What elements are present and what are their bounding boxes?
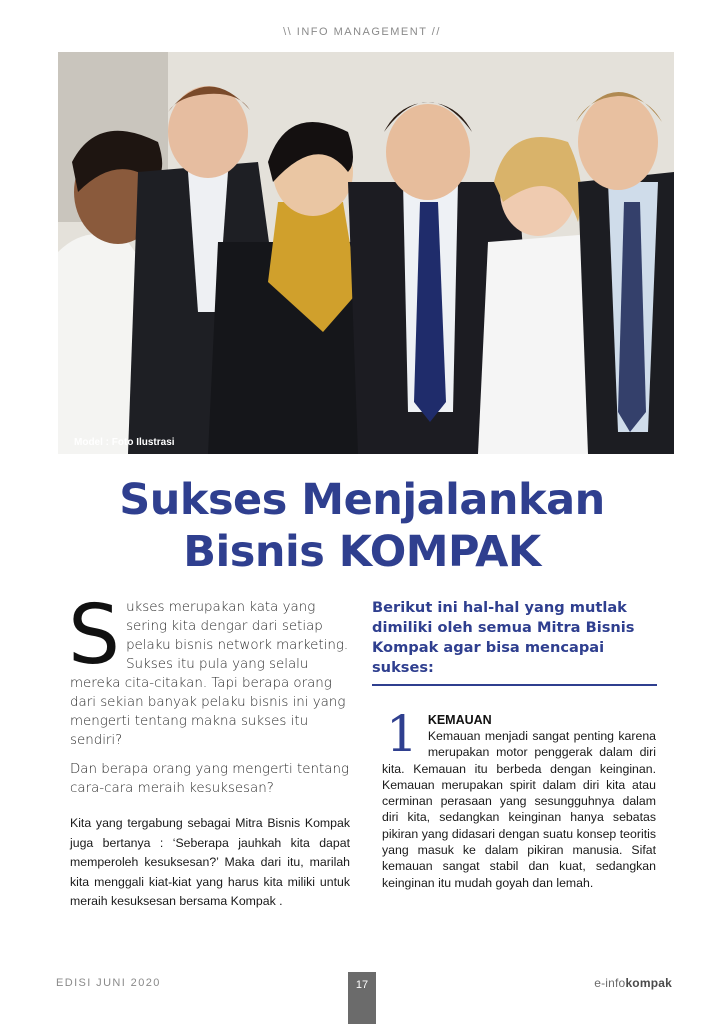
list-item-kemauan [382, 705, 656, 891]
item-title: KEMAUAN [427, 713, 492, 727]
article-title [0, 474, 724, 578]
right-column-intro [372, 598, 657, 686]
item-number: 1 [386, 705, 418, 763]
page-number: 17 [348, 972, 376, 1024]
intro-heading: Berikut ini hal-hal yang mutlak dimiliki oleh semua Mitra Bisnis Kompak agar bisa mencapai sukses: [372, 599, 635, 676]
section-label: \\ INFO MANAGEMENT // [283, 26, 441, 38]
intro-divider [372, 684, 657, 686]
drop-cap: S [68, 588, 121, 683]
body-paragraph-left: Kita yang tergabung sebagai Mitra Bisnis Kompak juga bertanya : ‘Seberapa jauhkah kita dapat memperoleh kesuksesan?’ Maka dari itu, marilah kita menggali kiat-kiat yang harus kita miliki untuk meraih kesuksesan bersama Kompak . [70, 816, 350, 908]
lead-paragraph-1: ukses merupakan kata yang sering kita dengar dari setiap pelaku bisnis network marketing. Sukses itu pula yang selalu mereka cita-citakan. Tapi berapa orang dari sekian banyak pelaku bisnis ini yang mengerti tentang makna sukses itu sendiri? [70, 600, 349, 748]
group-photo-illustration [58, 52, 674, 454]
footer-brand [594, 976, 672, 990]
article-photo [58, 52, 674, 454]
photo-caption: Model : Foto Ilustrasi [74, 437, 175, 448]
lead-paragraph-2: Dan berapa orang yang mengerti tentang cara-cara meraih kesuksesan? [70, 762, 349, 796]
footer-edition: EDISI JUNI 2020 [56, 977, 161, 989]
title-line-2: Bisnis KOMPAK [183, 527, 541, 577]
title-line-1: Sukses Menjalankan [119, 475, 605, 525]
brand-bold: kompak [625, 976, 672, 990]
left-column-lead [68, 588, 350, 798]
item-text: Kemauan menjadi sangat penting karena merupakan motor penggerak dalam diri kita. Kemauan itu berbeda dengan keinginan. Kemauan merupakan spirit dalam diri kita atau cerminan perasaan yang sesungguhnya dalam diri kita, sedangkan keinginan hanya sebatas pikiran yang didasari dengan suatu konsep teoritis yang masuk ke dalam pikiran manusia. Sifat kemauan sangat stabil dan kuat, sedangkan keinginan itu mudah goyah dan lemah. [382, 729, 656, 890]
brand-prefix: e-info [594, 976, 626, 990]
